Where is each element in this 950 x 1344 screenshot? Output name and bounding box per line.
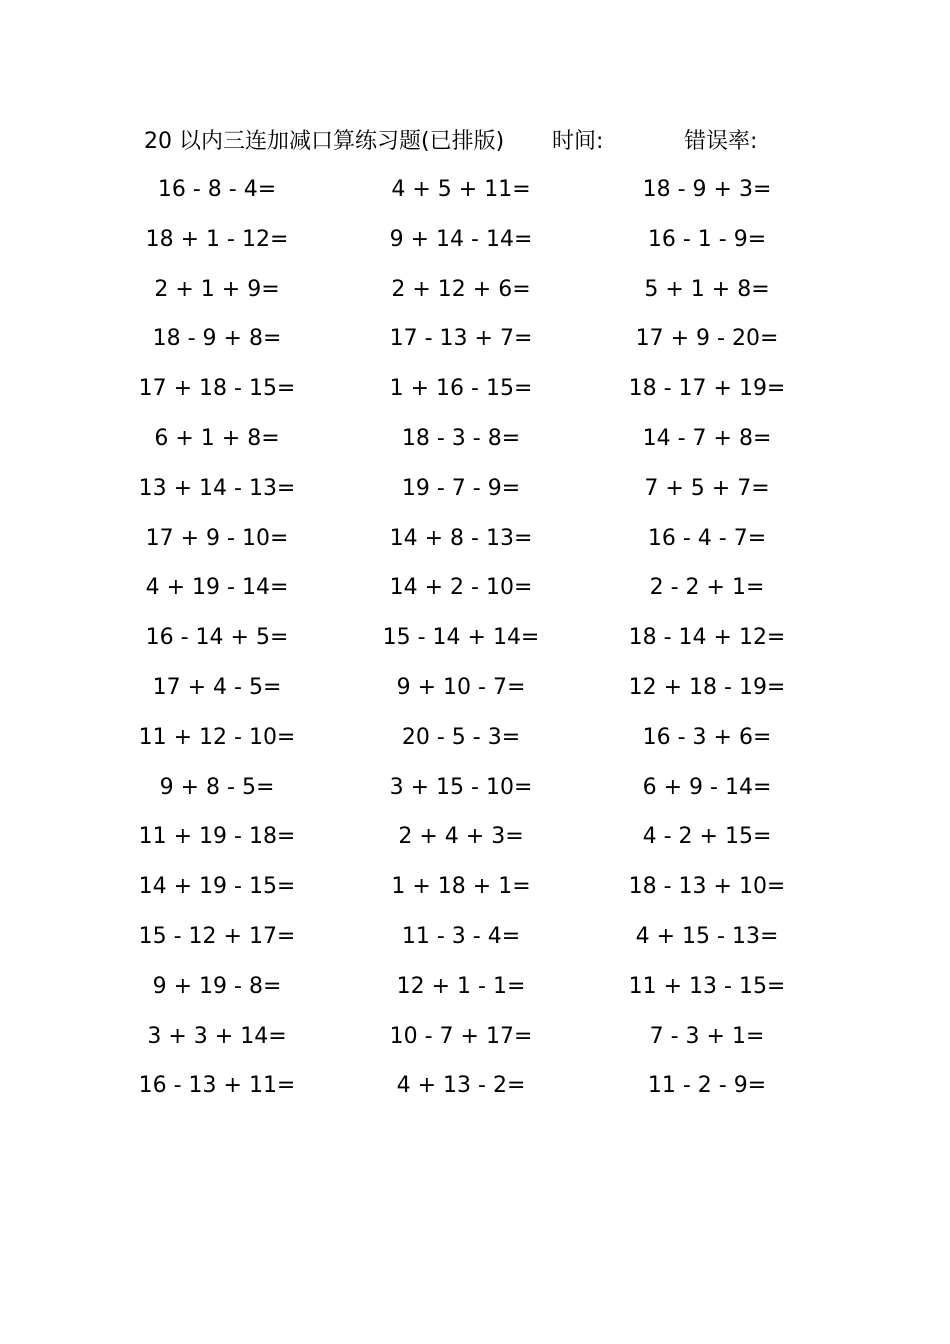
arithmetic-problem: 3 + 3 + 14= xyxy=(147,1023,287,1049)
arithmetic-problem: 17 - 13 + 7= xyxy=(389,326,533,352)
arithmetic-problem: 18 - 3 - 8= xyxy=(401,425,521,451)
arithmetic-problem: 18 - 13 + 10= xyxy=(628,874,786,900)
problem-row xyxy=(0,620,950,670)
problem-row xyxy=(0,869,950,919)
arithmetic-problem: 18 - 17 + 19= xyxy=(628,376,786,402)
arithmetic-problem: 2 + 4 + 3= xyxy=(398,824,524,850)
arithmetic-problem: 15 - 12 + 17= xyxy=(138,923,296,949)
arithmetic-problem: 4 + 15 - 13= xyxy=(635,923,779,949)
problem-row xyxy=(0,1019,950,1069)
worksheet-header xyxy=(0,124,950,160)
arithmetic-problem: 4 + 13 - 2= xyxy=(396,1073,526,1099)
arithmetic-problem: 5 + 1 + 8= xyxy=(644,276,770,302)
problem-row xyxy=(0,720,950,770)
problem-row xyxy=(0,969,950,1019)
arithmetic-problem: 7 + 5 + 7= xyxy=(644,475,770,501)
arithmetic-problem: 9 + 19 - 8= xyxy=(152,973,282,999)
arithmetic-problem: 14 + 19 - 15= xyxy=(138,874,296,900)
arithmetic-problem: 11 + 12 - 10= xyxy=(138,724,296,750)
arithmetic-problem: 17 + 18 - 15= xyxy=(138,376,296,402)
problem-row xyxy=(0,919,950,969)
problem-row xyxy=(0,371,950,421)
problem-row xyxy=(0,321,950,371)
arithmetic-problem: 18 - 14 + 12= xyxy=(628,625,786,651)
time-label: 时间: xyxy=(552,129,604,154)
arithmetic-problem: 14 - 7 + 8= xyxy=(642,425,772,451)
arithmetic-problem: 14 + 2 - 10= xyxy=(389,575,533,601)
problem-row xyxy=(0,521,950,571)
problem-row xyxy=(0,819,950,869)
arithmetic-problem: 16 - 8 - 4= xyxy=(157,177,277,202)
arithmetic-problem: 16 - 4 - 7= xyxy=(647,525,767,551)
arithmetic-problem: 2 - 2 + 1= xyxy=(649,575,765,601)
arithmetic-problem: 11 + 13 - 15= xyxy=(628,973,786,999)
arithmetic-problem: 2 + 12 + 6= xyxy=(391,276,531,302)
arithmetic-problem: 17 + 4 - 5= xyxy=(152,674,282,700)
arithmetic-problem: 4 + 19 - 14= xyxy=(145,575,289,601)
arithmetic-problem: 16 - 1 - 9= xyxy=(647,226,767,252)
arithmetic-problem: 18 - 9 + 8= xyxy=(152,326,282,352)
arithmetic-problem: 14 + 8 - 13= xyxy=(389,525,533,551)
arithmetic-problem: 6 + 9 - 14= xyxy=(642,774,772,800)
arithmetic-problem: 15 - 14 + 14= xyxy=(382,625,540,651)
arithmetic-problem: 11 - 3 - 4= xyxy=(401,923,521,949)
error-rate-label: 错误率: xyxy=(684,129,758,154)
arithmetic-problem: 12 + 1 - 1= xyxy=(396,973,526,999)
arithmetic-problem: 1 + 18 + 1= xyxy=(391,874,531,900)
arithmetic-problem: 11 + 19 - 18= xyxy=(138,824,296,850)
arithmetic-problem: 4 + 5 + 11= xyxy=(391,177,531,202)
arithmetic-problem: 16 - 13 + 11= xyxy=(138,1073,296,1099)
arithmetic-problem: 6 + 1 + 8= xyxy=(154,425,280,451)
problem-row xyxy=(0,1068,950,1118)
problem-grid xyxy=(0,172,950,1118)
worksheet-title: 20 以内三连加减口算练习题(已排版) xyxy=(144,129,505,154)
arithmetic-problem: 2 + 1 + 9= xyxy=(154,276,280,302)
problem-row xyxy=(0,570,950,620)
problem-row xyxy=(0,670,950,720)
arithmetic-problem: 4 - 2 + 15= xyxy=(642,824,772,850)
problem-row xyxy=(0,471,950,521)
problem-row xyxy=(0,272,950,322)
arithmetic-problem: 7 - 3 + 1= xyxy=(649,1023,765,1049)
arithmetic-problem: 20 - 5 - 3= xyxy=(401,724,521,750)
arithmetic-problem: 18 - 9 + 3= xyxy=(642,177,772,202)
arithmetic-problem: 12 + 18 - 19= xyxy=(628,674,786,700)
problem-row xyxy=(0,421,950,471)
arithmetic-problem: 3 + 15 - 10= xyxy=(389,774,533,800)
arithmetic-problem: 11 - 2 - 9= xyxy=(647,1073,767,1099)
arithmetic-problem: 17 + 9 - 10= xyxy=(145,525,289,551)
arithmetic-problem: 9 + 14 - 14= xyxy=(389,226,533,252)
arithmetic-problem: 16 - 14 + 5= xyxy=(145,625,289,651)
problem-row xyxy=(0,222,950,272)
arithmetic-problem: 16 - 3 + 6= xyxy=(642,724,772,750)
arithmetic-problem: 18 + 1 - 12= xyxy=(145,226,289,252)
arithmetic-problem: 9 + 10 - 7= xyxy=(396,674,526,700)
arithmetic-problem: 13 + 14 - 13= xyxy=(138,475,296,501)
problem-row xyxy=(0,172,950,222)
arithmetic-problem: 10 - 7 + 17= xyxy=(389,1023,533,1049)
arithmetic-problem: 1 + 16 - 15= xyxy=(389,376,533,402)
arithmetic-problem: 17 + 9 - 20= xyxy=(635,326,779,352)
arithmetic-problem: 19 - 7 - 9= xyxy=(401,475,521,501)
arithmetic-problem: 9 + 8 - 5= xyxy=(159,774,275,800)
problem-row xyxy=(0,770,950,820)
